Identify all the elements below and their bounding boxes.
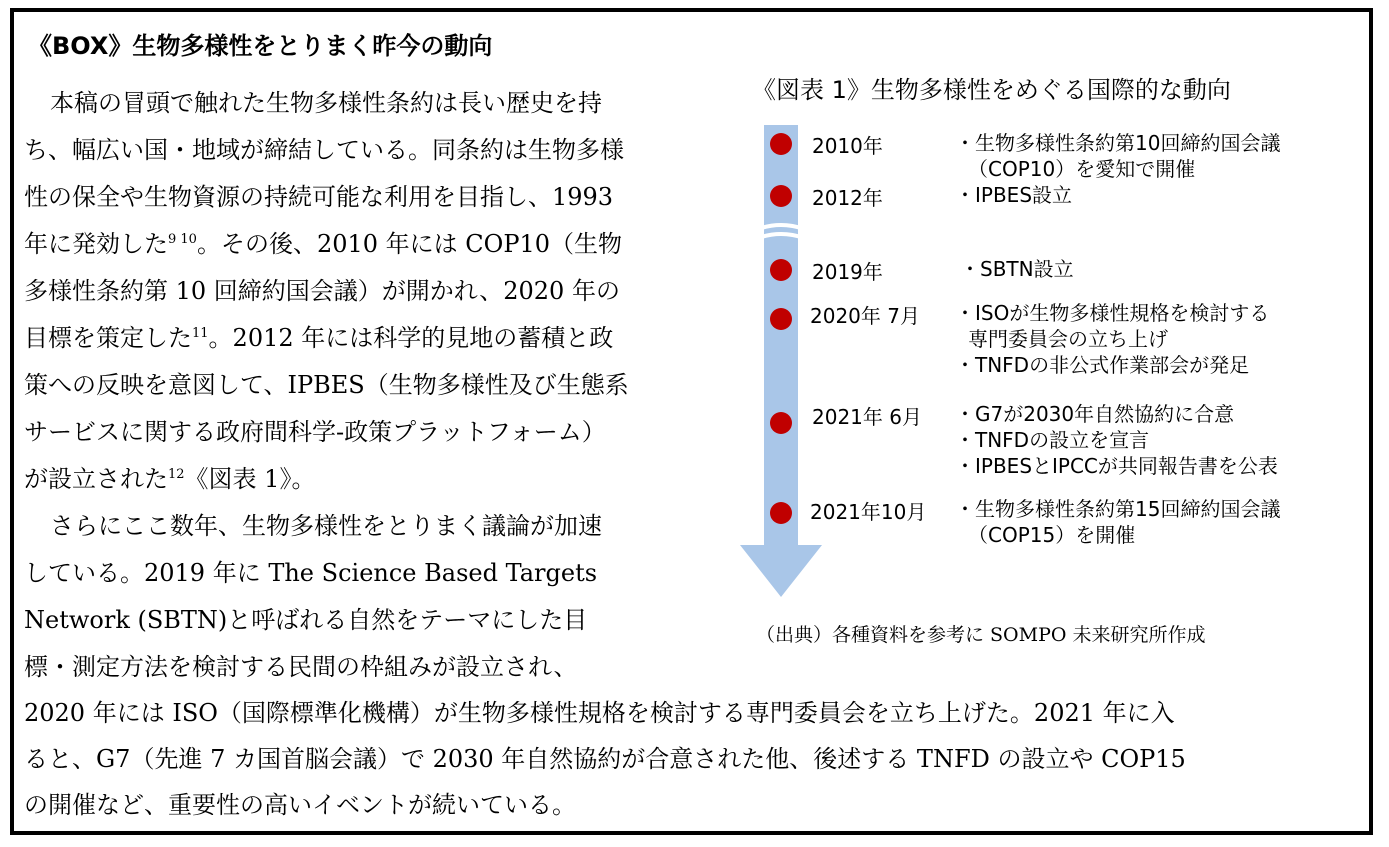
event-line: ・TNFDの設立を宣言 <box>955 428 1150 452</box>
text-line: ると、G7（先進 7 カ国首脳会議）で 2030 年自然協約が合意された他、後述する TNFD の設立や COP15 <box>24 745 1186 773</box>
figure-source: （出典）各種資料を参考に SOMPO 未来研究所作成 <box>756 624 1206 646</box>
event-year: 2021年 6月 <box>812 405 922 429</box>
box-title: 《BOX》生物多様性をとりまく昨今の動向 <box>28 32 493 60</box>
text-line: Network (SBTN)と呼ばれる自然をテーマにした目 <box>24 606 588 634</box>
text-line: 本稿の冒頭で触れた生物多様性条約は長い歴史を持 <box>50 89 602 117</box>
event-line: ・生物多様性条約第10回締約国会議 <box>955 131 1281 155</box>
event-line: （COP15）を開催 <box>968 523 1136 547</box>
text-line: 性の保全や生物資源の持続可能な利用を目指し、1993 <box>24 183 614 211</box>
text-fragment: 。その後、2010 年には COP10（生物 <box>196 230 623 258</box>
text-line: ち、幅広い国・地域が締結している。同条約は生物多様 <box>24 136 624 164</box>
timeline-dot <box>770 412 792 434</box>
event-line: ・生物多様性条約第15回締約国会議 <box>955 497 1281 521</box>
event-description <box>955 401 1278 479</box>
footnote-ref: 9 10 <box>168 232 197 247</box>
event-line: ・SBTN設立 <box>960 257 1074 281</box>
text-line: 多様性条約第 10 回締約国会議）が開かれ、2020 年の <box>24 277 620 305</box>
event-line: ・G7が2030年自然協約に合意 <box>955 402 1235 426</box>
timeline-dot <box>770 308 792 330</box>
text-fragment: が設立された <box>24 465 168 493</box>
paragraph-2-continued <box>24 690 1344 828</box>
text-line: 策への反映を意図して、IPBES（生物多様性及び生態系 <box>24 371 629 399</box>
text-line: サービスに関する政府間科学‐政策プラットフォーム） <box>24 418 606 446</box>
event-description <box>955 300 1269 378</box>
footnote-ref: 11 <box>192 326 209 341</box>
text-line: 標・測定方法を検討する民間の枠組みが設立され、 <box>24 653 578 681</box>
text-line: の開催など、重要性の高いイベントが続いている。 <box>24 791 576 819</box>
text-line: さらにここ数年、生物多様性をとりまく議論が加速 <box>50 512 602 540</box>
text-line <box>24 315 704 362</box>
event-line: ・ISOが生物多様性規格を検討する <box>955 301 1270 325</box>
timeline-dot <box>770 259 792 281</box>
timeline-dot <box>770 185 792 207</box>
text-line <box>24 221 704 268</box>
event-year: 2012年 <box>812 186 883 210</box>
event-year: 2020年 7月 <box>810 304 920 328</box>
paragraph-1 <box>24 80 704 503</box>
event-line: 専門委員会の立ち上げ <box>968 327 1168 351</box>
event-year: 2019年 <box>812 260 883 284</box>
event-line: （COP10）を愛知で開催 <box>968 157 1196 181</box>
event-line: ・IPBESとIPCCが共同報告書を公表 <box>955 454 1278 478</box>
paragraph-2 <box>24 503 704 691</box>
event-line: ・TNFDの非公式作業部会が発足 <box>955 353 1250 377</box>
event-description <box>960 256 1074 282</box>
event-description <box>955 496 1280 548</box>
footnote-ref: 12 <box>168 467 185 482</box>
text-line: 2020 年には ISO（国際標準化機構）が生物多様性規格を検討する専門委員会を立ち上げた。2021 年に入 <box>24 699 1175 727</box>
event-year: 2010年 <box>812 134 883 158</box>
text-line <box>24 456 704 503</box>
event-year: 2021年10月 <box>810 500 927 524</box>
text-fragment: 《図表 1》。 <box>184 465 316 493</box>
text-fragment: 年に発効した <box>24 230 168 258</box>
text-fragment: 。2012 年には科学的見地の蓄積と政 <box>208 324 614 352</box>
event-line: ・IPBES設立 <box>955 183 1073 207</box>
event-description <box>955 130 1280 182</box>
text-line: している。2019 年に The Science Based Targets <box>24 559 598 587</box>
figure-title: 《図表 1》生物多様性をめぐる国際的な動向 <box>752 76 1231 104</box>
timeline-dot <box>770 502 792 524</box>
event-description <box>955 182 1072 208</box>
text-fragment: 目標を策定した <box>24 324 192 352</box>
timeline-dot <box>770 133 792 155</box>
